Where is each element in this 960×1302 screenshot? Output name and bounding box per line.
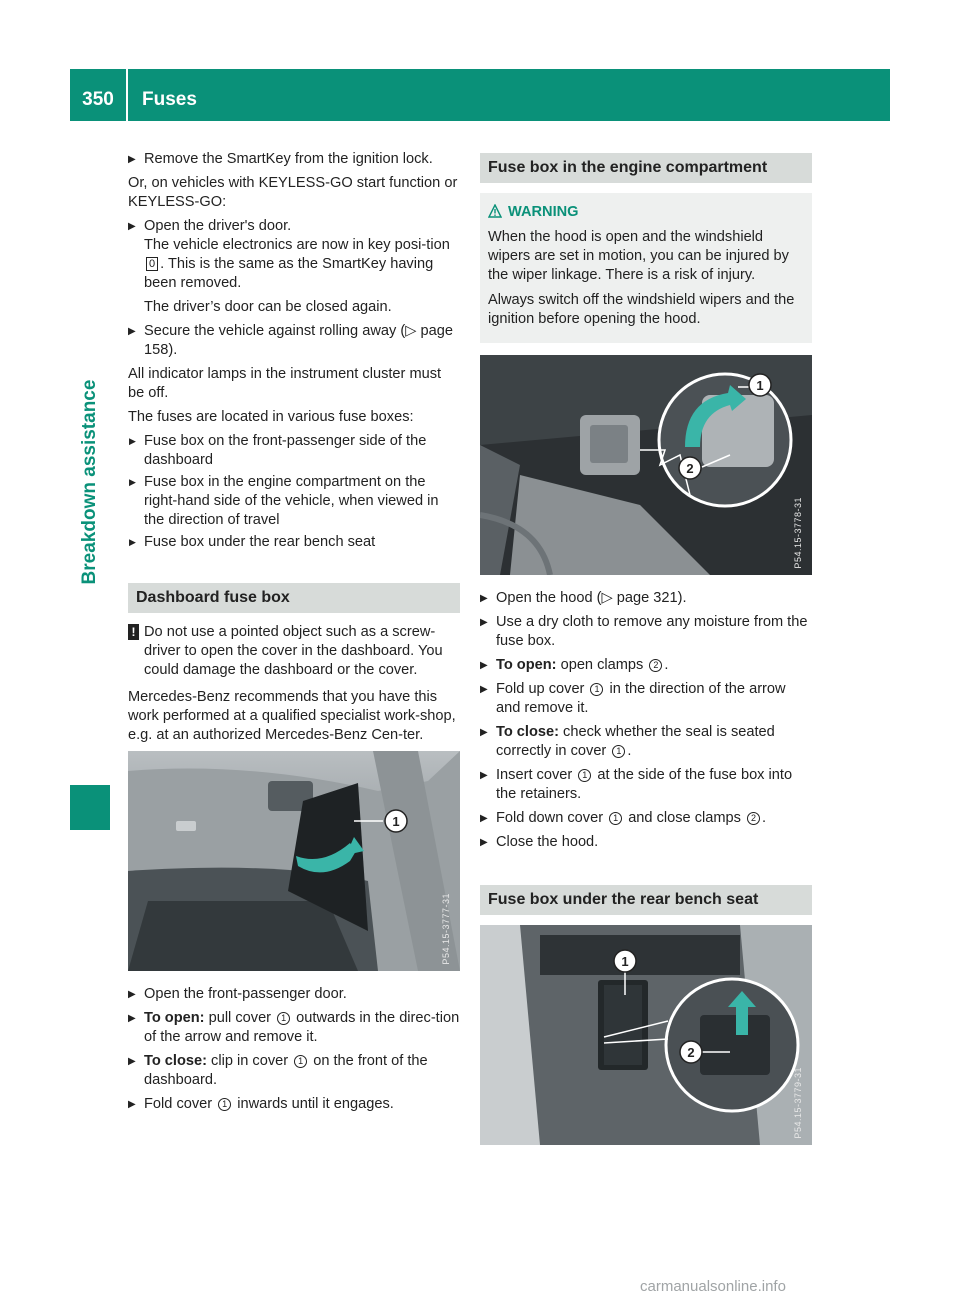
- callout-1-icon: 1: [218, 1098, 231, 1111]
- svg-text:2: 2: [686, 461, 694, 476]
- callout-1-icon: 1: [294, 1055, 307, 1068]
- specialist-recommendation: Mercedes-Benz recommends that you have this work performed at a qualified specialist work-shop, e.g. at an authorized Mercedes-Benz Cen-ter.: [128, 689, 456, 743]
- instruction-open-driver-door: ▶ Open the driver's door. The vehicle electronics are now in key posi-tion0 . This is the same as the SmartKey having been removed. The driver’s door can be closed again.: [128, 217, 460, 317]
- warning-title: WARNING: [488, 203, 804, 222]
- rear-seat-photo-graphic: [480, 925, 812, 1145]
- callout-1-icon: 1: [578, 769, 591, 782]
- instruction-fold-down-cover: ▶ Fold down cover 1 and close clamps 2 .: [480, 809, 812, 828]
- page-number: 350: [82, 89, 114, 110]
- instruction-secure-vehicle: ▶ Secure the vehicle against rolling away (▷ page 158).: [128, 322, 460, 360]
- photo-code-label: P54.15-3777-31: [441, 893, 451, 965]
- instruction-close-hood: ▶ Close the hood.: [480, 833, 812, 852]
- left-column: [128, 150, 460, 1119]
- exclamation-icon: !: [128, 624, 139, 640]
- callout-1-icon: 1: [590, 683, 603, 696]
- page-ref-link[interactable]: page 321).: [612, 590, 687, 606]
- caution-notice: ! Do not use a pointed object such as a screw-driver to open the cover in the dashboard. You could damage the dashboard or the cover.: [128, 623, 460, 680]
- page-title: Fuses: [142, 89, 197, 110]
- callout-2-icon: 2: [649, 659, 662, 672]
- list-item: ▶ Fuse box in the engine compartment on the right-hand side of the vehicle, when viewed in the direction of travel: [128, 473, 460, 530]
- photo-code-label: P54.15-3778-31: [793, 497, 803, 569]
- warning-text: When the hood is open and the windshield wipers are set in motion, you can be injured by the wiper linkage. There is a risk of injury.: [488, 229, 789, 283]
- instruction-open-passenger-door: ▶ Open the front-passenger door.: [128, 985, 460, 1004]
- instruction-to-open: ▶ To open: pull cover 1 outwards in the direc-tion of the arrow and remove it.: [128, 1009, 460, 1047]
- svg-text:1: 1: [756, 378, 764, 393]
- callout-1-icon: 1: [277, 1012, 290, 1025]
- page-ref-link[interactable]: page 158).: [144, 323, 453, 358]
- warning-box: [480, 193, 812, 343]
- engine-fuse-box-photo: [480, 355, 812, 575]
- photo-code-label: P54.15-3779-31: [793, 1067, 803, 1139]
- indicator-lamps-note: All indicator lamps in the instrument cluster must be off.: [128, 366, 442, 401]
- fuse-locations-intro: The fuses are located in various fuse boxes:: [128, 409, 414, 425]
- list-item: ▶ Fuse box on the front-passenger side of the dashboard: [128, 432, 460, 470]
- side-tab: [70, 134, 110, 830]
- rear-seat-fuse-box-photo: [480, 925, 812, 1145]
- section-heading-dashboard: Dashboard fuse box: [128, 583, 460, 613]
- side-tab-label: Breakdown assistance: [79, 379, 100, 585]
- instruction-to-open: ▶ To open: open clamps 2 .: [480, 656, 812, 675]
- svg-text:1: 1: [621, 954, 629, 969]
- key-position-0-icon: 0: [146, 257, 158, 271]
- header-divider: [126, 69, 128, 121]
- instruction-insert-cover: ▶ Insert cover 1 at the side of the fuse box into the retainers.: [480, 766, 812, 804]
- keyless-go-note: Or, on vehicles with KEYLESS-GO start function or KEYLESS-GO:: [128, 175, 458, 210]
- instruction-to-close: ▶ To close: clip in cover 1 on the front of the dashboard.: [128, 1052, 460, 1090]
- dashboard-photo-graphic: [128, 751, 460, 971]
- svg-text:1: 1: [392, 814, 400, 829]
- instruction-remove-smartkey: ▶ Remove the SmartKey from the ignition lock.: [128, 150, 460, 169]
- warning-instruction: Always switch off the windshield wipers and the ignition before opening the hood.: [488, 292, 795, 327]
- callout-2-icon: 2: [747, 812, 760, 825]
- watermark: carmanualsonline.info: [640, 1278, 786, 1295]
- page-ref-arrow-icon: ▷: [601, 590, 613, 606]
- callout-1-icon: 1: [609, 812, 622, 825]
- instruction-fold-cover: ▶ Fold cover 1 inwards until it engages.: [128, 1095, 460, 1114]
- instruction-open-hood: ▶ Open the hood (▷ page 321).: [480, 589, 812, 608]
- callout-1-icon: 1: [612, 745, 625, 758]
- dashboard-fuse-box-photo: [128, 751, 460, 971]
- list-item: ▶ Fuse box under the rear bench seat: [128, 533, 460, 552]
- section-heading-rear-seat: Fuse box under the rear bench seat: [480, 885, 812, 915]
- instruction-to-close: ▶ To close: check whether the seal is seated correctly in cover 1 .: [480, 723, 812, 761]
- engine-photo-graphic: [480, 355, 812, 575]
- side-tab-marker: [70, 785, 110, 830]
- instruction-fold-up-cover: ▶ Fold up cover 1 in the direction of the arrow and remove it.: [480, 680, 812, 718]
- instruction-dry-cloth: ▶ Use a dry cloth to remove any moisture from the fuse box.: [480, 613, 812, 651]
- warning-triangle-icon: [488, 204, 502, 218]
- svg-text:2: 2: [687, 1045, 695, 1060]
- page-ref-arrow-icon: ▷: [405, 323, 417, 339]
- right-column: [480, 153, 812, 1159]
- section-heading-engine: Fuse box in the engine compartment: [480, 153, 812, 183]
